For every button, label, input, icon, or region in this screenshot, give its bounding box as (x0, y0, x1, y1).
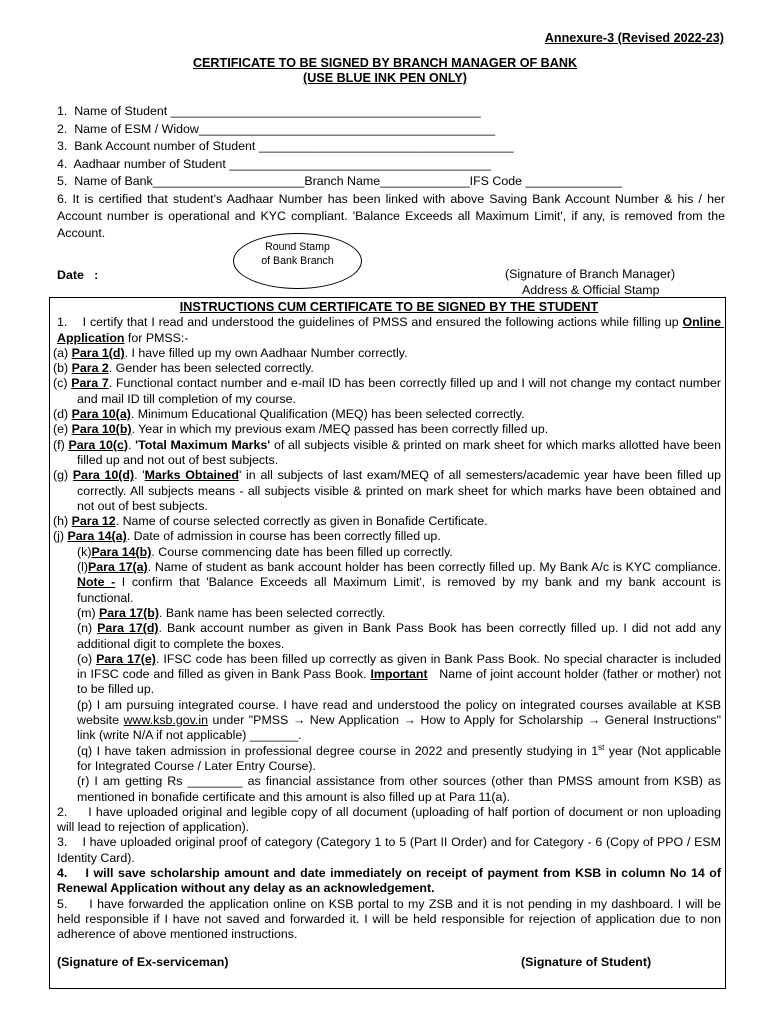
branch-manager-signature-label: (Signature of Branch Manager) (505, 267, 676, 281)
field-student-name: 1. Name of Student _____________________________________________ (57, 104, 481, 118)
item-text: . Date of admission in course has been correctly filled up. (126, 529, 441, 544)
note-label: Note - (77, 575, 116, 590)
para-ref: Para 12 (71, 514, 116, 529)
item-text: (p) I am pursuing integrated course. I have read and understood the policy on integrated courses available at KSB website (77, 697, 721, 728)
item-q (57, 744, 721, 775)
item-sep: . (127, 437, 136, 452)
item-marker: (o) (77, 651, 97, 666)
item-text: . Minimum Educational Qualification (MEQ) has been selected correctly. (130, 407, 525, 422)
item-marker: (n) (77, 621, 98, 636)
item-marker: (k) (77, 544, 92, 559)
item-marker: (c) (53, 376, 72, 391)
item-m (57, 606, 721, 621)
item-text: I will save scholarship amount and date immediately on receipt of payment from KSB in column No 14 of Renewal Application without any delay as an acknowledgement. (57, 865, 725, 896)
instructions-title: INSTRUCTIONS CUM CERTIFICATE TO BE SIGNED BY THE STUDENT (179, 300, 599, 314)
item-text: . Name of student as bank account holder has been correctly filled up. My Bank A/c is KYC compliance. (147, 560, 721, 575)
item-text-2: year (Not applicable for Integrated Course / Later Entry Course). (77, 743, 721, 773)
round-stamp-placeholder (233, 233, 362, 289)
para-ref: Para 17(d) (97, 621, 159, 636)
instruction-3: 3. I have uploaded original proof of category (Category 1 to 5 (Part II Order) and for Category - 6 (Copy of PPO / ESM Identity Card). (57, 835, 725, 865)
para-ref: Para 14(b) (91, 544, 152, 559)
stamp-line-2: of Bank Branch (261, 254, 334, 267)
signature-row (57, 955, 721, 971)
item-text-2: Name of joint account holder (father or mother) not to be filled up. (77, 667, 725, 697)
item-text: . I have filled up my own Aadhaar Number correctly. (124, 345, 408, 360)
item-text: ' in all subjects of last exam/MEQ of all semesters/academic year have been filled up correctly. All subjects means - all subjects visible & printed on mark sheet for which marks have been obtained and not out of best subjects. (77, 468, 721, 513)
para-ref: Para 14(a) (67, 529, 127, 544)
item-marker: (m) (77, 605, 100, 620)
para-ref: Para 1(d) (71, 345, 125, 360)
item-b (53, 361, 721, 376)
item-marker: (h) (53, 514, 72, 529)
instruction-1 (57, 315, 724, 346)
important-label: Important (370, 667, 428, 682)
para-ref: Para 17(b) (99, 605, 159, 620)
item-marker: (f) (53, 437, 69, 452)
item-text: of all subjects visible & printed on mark sheet for which marks allotted have been filled up and not out of best subjects. (77, 437, 721, 467)
item-marker: (a) (53, 345, 72, 360)
item-text: . Functional contact number and e-mail ID has been correctly filled up and I will not change my contact number and mail ID till completion of my course. (77, 376, 722, 406)
item-text: . Year in which my previous exam /MEQ passed has been correctly filled up. (131, 422, 549, 437)
item-marker: (b) (53, 361, 72, 376)
item-j (53, 529, 721, 544)
item-text: . Gender has been selected correctly. (108, 361, 314, 376)
item-text: (q) I have taken admission in professional degree course in 2022 and presently studying in 1 (77, 743, 599, 758)
item-marker: (j) (53, 529, 68, 544)
total-max-marks-label: 'Total Maximum Marks' (135, 437, 271, 452)
para-ref: Para 10(d) (72, 468, 135, 483)
item-text: . Bank name has been selected correctly. (158, 605, 386, 620)
item-text: . Name of course selected correctly as given in Bonafide Certificate. (115, 514, 488, 529)
item-o (57, 651, 725, 698)
item-text-2: I confirm that 'Balance Exceeds all Maximum Limit', is removed by my bank and my bank account is functional. (77, 575, 721, 605)
marks-obtained-label: Marks Obtained (144, 468, 239, 483)
item-h (53, 514, 721, 529)
ordinal-suffix: st (598, 742, 605, 752)
item-f (53, 437, 721, 469)
item-g (53, 468, 721, 514)
instruction-5: 5. I have forwarded the application online on KSB portal to my ZSB and it is not pending in my dashboard. I will be held responsible if I have not saved and forwarded it. I will be held responsible for rejection of application due to non adherence of above mentioned instructions. (57, 896, 725, 942)
item-l (57, 560, 721, 606)
ksb-website-link[interactable]: www.ksb.gov.in (123, 713, 209, 728)
student-signature-label: (Signature of Student) (521, 955, 652, 970)
item-marker: (g) (53, 468, 73, 483)
para-ref: Para 10(c) (68, 437, 128, 452)
online-application-label: Online Application (57, 315, 724, 345)
item-marker: (e) (53, 422, 72, 437)
field-aadhaar-number: 4. Aadhaar number of Student ______________________________________ (57, 156, 492, 171)
item-text: . Course commencing date has been filled up correctly. (151, 544, 453, 559)
item-text: (r) I am getting Rs ________ as financial assistance from other sources (other than PMSS amount from KSB) as mentioned in bonafide certificate and this amount is also filled up at Para 11(a). (77, 774, 721, 804)
item-text-2: under "PMSS → New Application → How to Apply for Scholarship → General Instructions" link (write N/A if not applicable) _______. (77, 713, 721, 743)
field-bank-details: 5. Name of Bank______________________Branch Name_____________IFS Code ______________ (57, 174, 622, 188)
stamp-line-1: Round Stamp (265, 241, 330, 253)
date-label: Date : (57, 268, 99, 282)
item-text: . IFSC code has been filled up correctly as given in Bank Pass Book. No special character is included in IFSC code and filled as given in Bank Pass Book. (77, 651, 725, 682)
item-n (57, 621, 721, 652)
certificate-title: CERTIFICATE TO BE SIGNED BY BRANCH MANAGER OF BANK (192, 56, 578, 70)
para-ref: Para 17(a) (88, 560, 148, 575)
item-d (53, 407, 721, 422)
item-sep: . ' (134, 468, 145, 483)
para-ref: Para 2 (71, 361, 109, 376)
bank-certification-text: 6. It is certified that student's Aadhaar Number has been linked with above Saving Bank Account Number & his / her Account number is operational and KYC compliant. 'Balance Exceeds all Maximum Limit', if any, is removed from the Account. (57, 192, 725, 240)
instruction-2: 2. I have uploaded original and legible copy of all document (uploading of half portion of document or non uploading will lead to rejection of application). (57, 804, 725, 835)
para-ref: Para 7 (71, 376, 109, 391)
ex-serviceman-signature-label: (Signature of Ex-serviceman) (57, 955, 229, 970)
item-c (53, 376, 722, 407)
instruction-1-text: 1. I certify that I read and understood the guidelines of PMSS and ensured the following actions while filling up (57, 315, 683, 330)
item-e (53, 422, 721, 437)
para-ref: Para 10(b) (71, 422, 132, 437)
para-ref: Para 17(e) (96, 651, 156, 666)
item-marker: (l) (77, 560, 89, 575)
student-instructions-box (49, 297, 726, 989)
ink-instruction: (USE BLUE INK PEN ONLY) (303, 71, 467, 85)
official-stamp-label: Address & Official Stamp (522, 283, 660, 297)
item-r (57, 774, 721, 805)
item-marker: 4. (57, 865, 86, 880)
instruction-4 (57, 865, 725, 897)
item-k (57, 545, 721, 560)
instruction-1-tail: for PMSS:- (124, 330, 189, 345)
item-a (53, 345, 721, 361)
field-esm-name: 2. Name of ESM / Widow___________________________________________ (57, 121, 496, 136)
annexure-label: Annexure-3 (Revised 2022-23) (544, 31, 724, 45)
student-fields (57, 104, 727, 192)
item-marker: (d) (53, 407, 72, 422)
field-account-number: 3. Bank Account number of Student _____________________________________ (57, 139, 514, 153)
item-text: . Bank account number as given in Bank Pass Book has been correctly filled up. I did not add any additional digit to complete the boxes. (77, 621, 722, 651)
item-p (57, 698, 721, 744)
para-ref: Para 10(a) (71, 407, 131, 422)
